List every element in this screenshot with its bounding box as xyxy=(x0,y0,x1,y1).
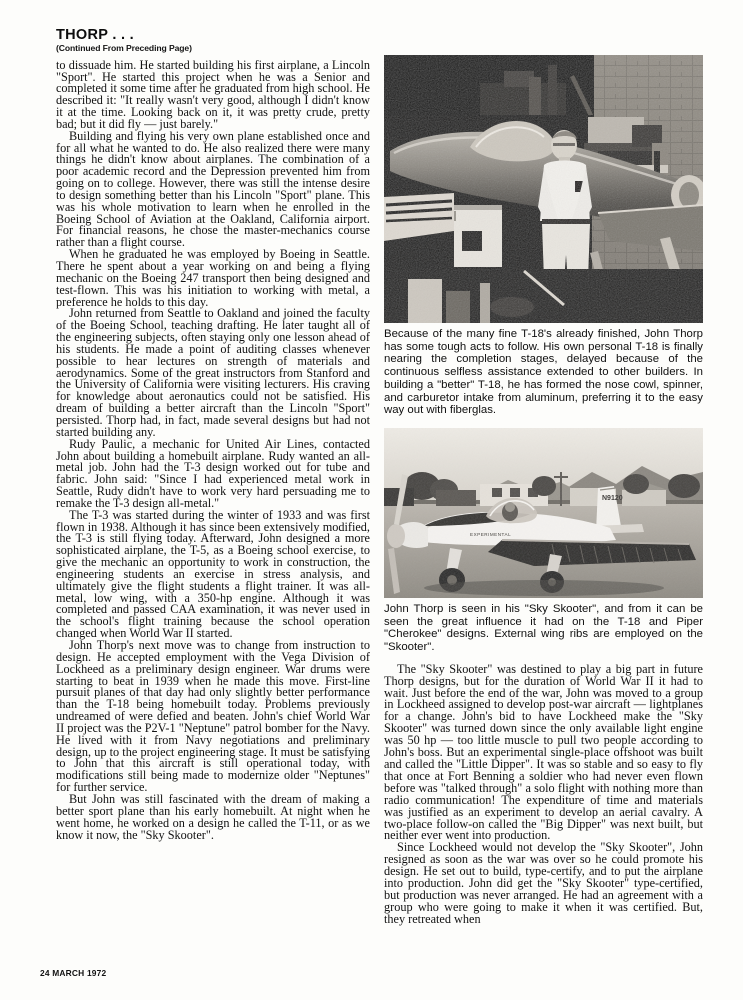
right-column xyxy=(384,55,703,926)
photo-2-caption: John Thorp is seen in his "Sky Skooter", and from it can be seen the great influence it had on the T-18 and Piper "Cherokee" designs. External wing ribs are employed on the "Skooter". xyxy=(384,602,703,654)
paragraph: John Thorp's next move was to change from instruction to design. He accepted employment with the Vega Division of Lockheed as a preliminary design engineer. War drums were starting to beat in 1939 when he made this move. First-line pursuit planes of that day had only slightly better performance than the T-18 being homebuilt today. Problems previously undreamed of were defied and beaten. John's chief World War II project was the P2V-1 "Neptune" patrol bomber for the Navy. He lived with it from Navy negotiations and preliminary design, up to the project engineering stage. It must be satisfying to John that this aircraft is still operational today, with modifications still being made to modernize older "Neptunes" for further service. xyxy=(56,638,370,795)
page-title: THORP . . . xyxy=(56,27,134,43)
left-column-body xyxy=(56,57,370,842)
photo-thorp-with-t18 xyxy=(384,55,703,323)
continued-from-note: (Continued From Preceding Page) xyxy=(56,43,192,54)
caption-spacer xyxy=(384,417,703,428)
paragraph: Rudy Paulic, a mechanic for United Air Lines, contacted John about building a homebuilt airplane. Rudy wanted an all-metal job. John had the T-3 design worked out for tube and fabric. John said: "Since I had experienced metal work in Seattle, Rudy didn't have to work very hard persuading me to remake the T-3 design all-metal." xyxy=(56,436,370,510)
right-column-body xyxy=(384,661,703,926)
paragraph: Since Lockheed would not develop the "Sky Skooter", John resigned as soon as the war was over so he could promote his design. He set out to build, type-certify, and to put the airplane into production. John did get the "Sky Skooter" type-certified, but production was never arranged. He had an agreement with a group who were going to make it when it was certified. But, they retreated when xyxy=(384,840,703,926)
tail-registration-text: N9120 xyxy=(602,494,623,502)
paragraph: to dissuade him. He started building his first airplane, a Lincoln "Sport". He started this project when he was a Senior and completed it some time after he graduated from high school. He described it: "It really wasn't very good, although I didn't know it at the time. Looking back on it, it was pretty crude, pretty bad; but it did fly — just barely." xyxy=(56,57,370,131)
paragraph: When he graduated he was employed by Boeing in Seattle. There he spent about a year working on and being a flying mechanic on the Boeing 247 transport then being designed and test-flown. This was his initiation to working with metal, a preference he holds to this day. xyxy=(56,247,370,309)
paragraph: The T-3 was started during the winter of 1933 and was first flown in 1938. Although it has since been extensively modified, the T-3 is still flying today. Afterward, John designed a more sophisticated airplane, the T-5, as a Boeing school exercise, to give the mechanic an opportunity to work in construction, the engineering students an exercise in stress analysis, and ultimately give the flight students a flight trainer. It was all-metal, low wing, with a 350-hp engine. Although it was completed and passed CAA examination, it was never used in the school's flight training because the school operation changed when World War II started. xyxy=(56,507,370,641)
photo-sky-skooter xyxy=(384,428,703,598)
paragraph: But John was still fascinated with the dream of making a better sport plane than his early homebuilt. At night when he went home, he worked on a design he called the T-11, or as we know it now, the "Sky Skooter". xyxy=(56,791,370,842)
photo-thorp-with-t18-image xyxy=(384,55,703,323)
page-footer: 24 MARCH 1972 xyxy=(40,968,107,978)
fuselage-experimental-text: EXPERIMENTAL xyxy=(470,531,512,537)
paragraph: Building and flying his very own plane established once and for all what he wanted to do. He also realized there were many things he didn't know about airplanes. The combination of a poor academic record and the Depression prevented him from going on to college. However, there was still the intense desire to design something better than his Lincoln "Sport" plane. This was his whole motivation to learn when he enrolled in the Boeing School of Aviation at the Oakland, California airport. For financial reasons, he chose the master-mechanics course rather than a flight course. xyxy=(56,128,370,250)
photo-sky-skooter-image xyxy=(384,428,703,598)
left-column xyxy=(56,28,370,841)
photo-1-caption: Because of the many fine T-18's already finished, John Thorp has some tough acts to follow. His own personal T-18 is finally nearing the completion stages, delayed because of the continuous selfless assistance extended to other builders. In building a "better" T-18, he has formed the nose cowl, spinner, and carburetor intake from aluminum, preferring it to the easy way out with fiberglas. xyxy=(384,328,703,417)
paragraph: The "Sky Skooter" was destined to play a big part in future Thorp designs, but for the duration of World War II it had to wait. Just before the end of the war, John was moved to a group in Lockheed assigned to develop post-war aircraft — lightplanes for a change. John's bid to have Lockheed make the "Sky Skooter" was turned down since the only available light engine was 50 hp — too little muscle to pull two people according to John's boss. But an experimental single-place offshoot was built and called the "Little Dipper". It was so stable and so easy to fly that once at Fort Benning a soldier who had never even flown before was "talked through" a solo flight with nothing more than radio communication! The expenditure of time and materials was justified as an experiment to develop an aerial cavalry. A two-place follow-on called the "Big Dipper" was next built, but neither ever went into production. xyxy=(384,661,703,843)
paragraph: John returned from Seattle to Oakland and joined the faculty of the Boeing School, teaching drafting. He later taught all of the engineering subjects, often staying only one lesson ahead of his students. He made a point of auditing classes whenever possible to hear lectures on strength of materials and aerodynamics. Some of the great instructors from Stanford and the University of California were visiting lecturers. His craving for knowledge about aeronautics could not be satisfied. His dream of building a better aircraft than the Lincoln "Sport" persisted. Thorp had, in fact, made several designs but had not started building any. xyxy=(56,306,370,439)
